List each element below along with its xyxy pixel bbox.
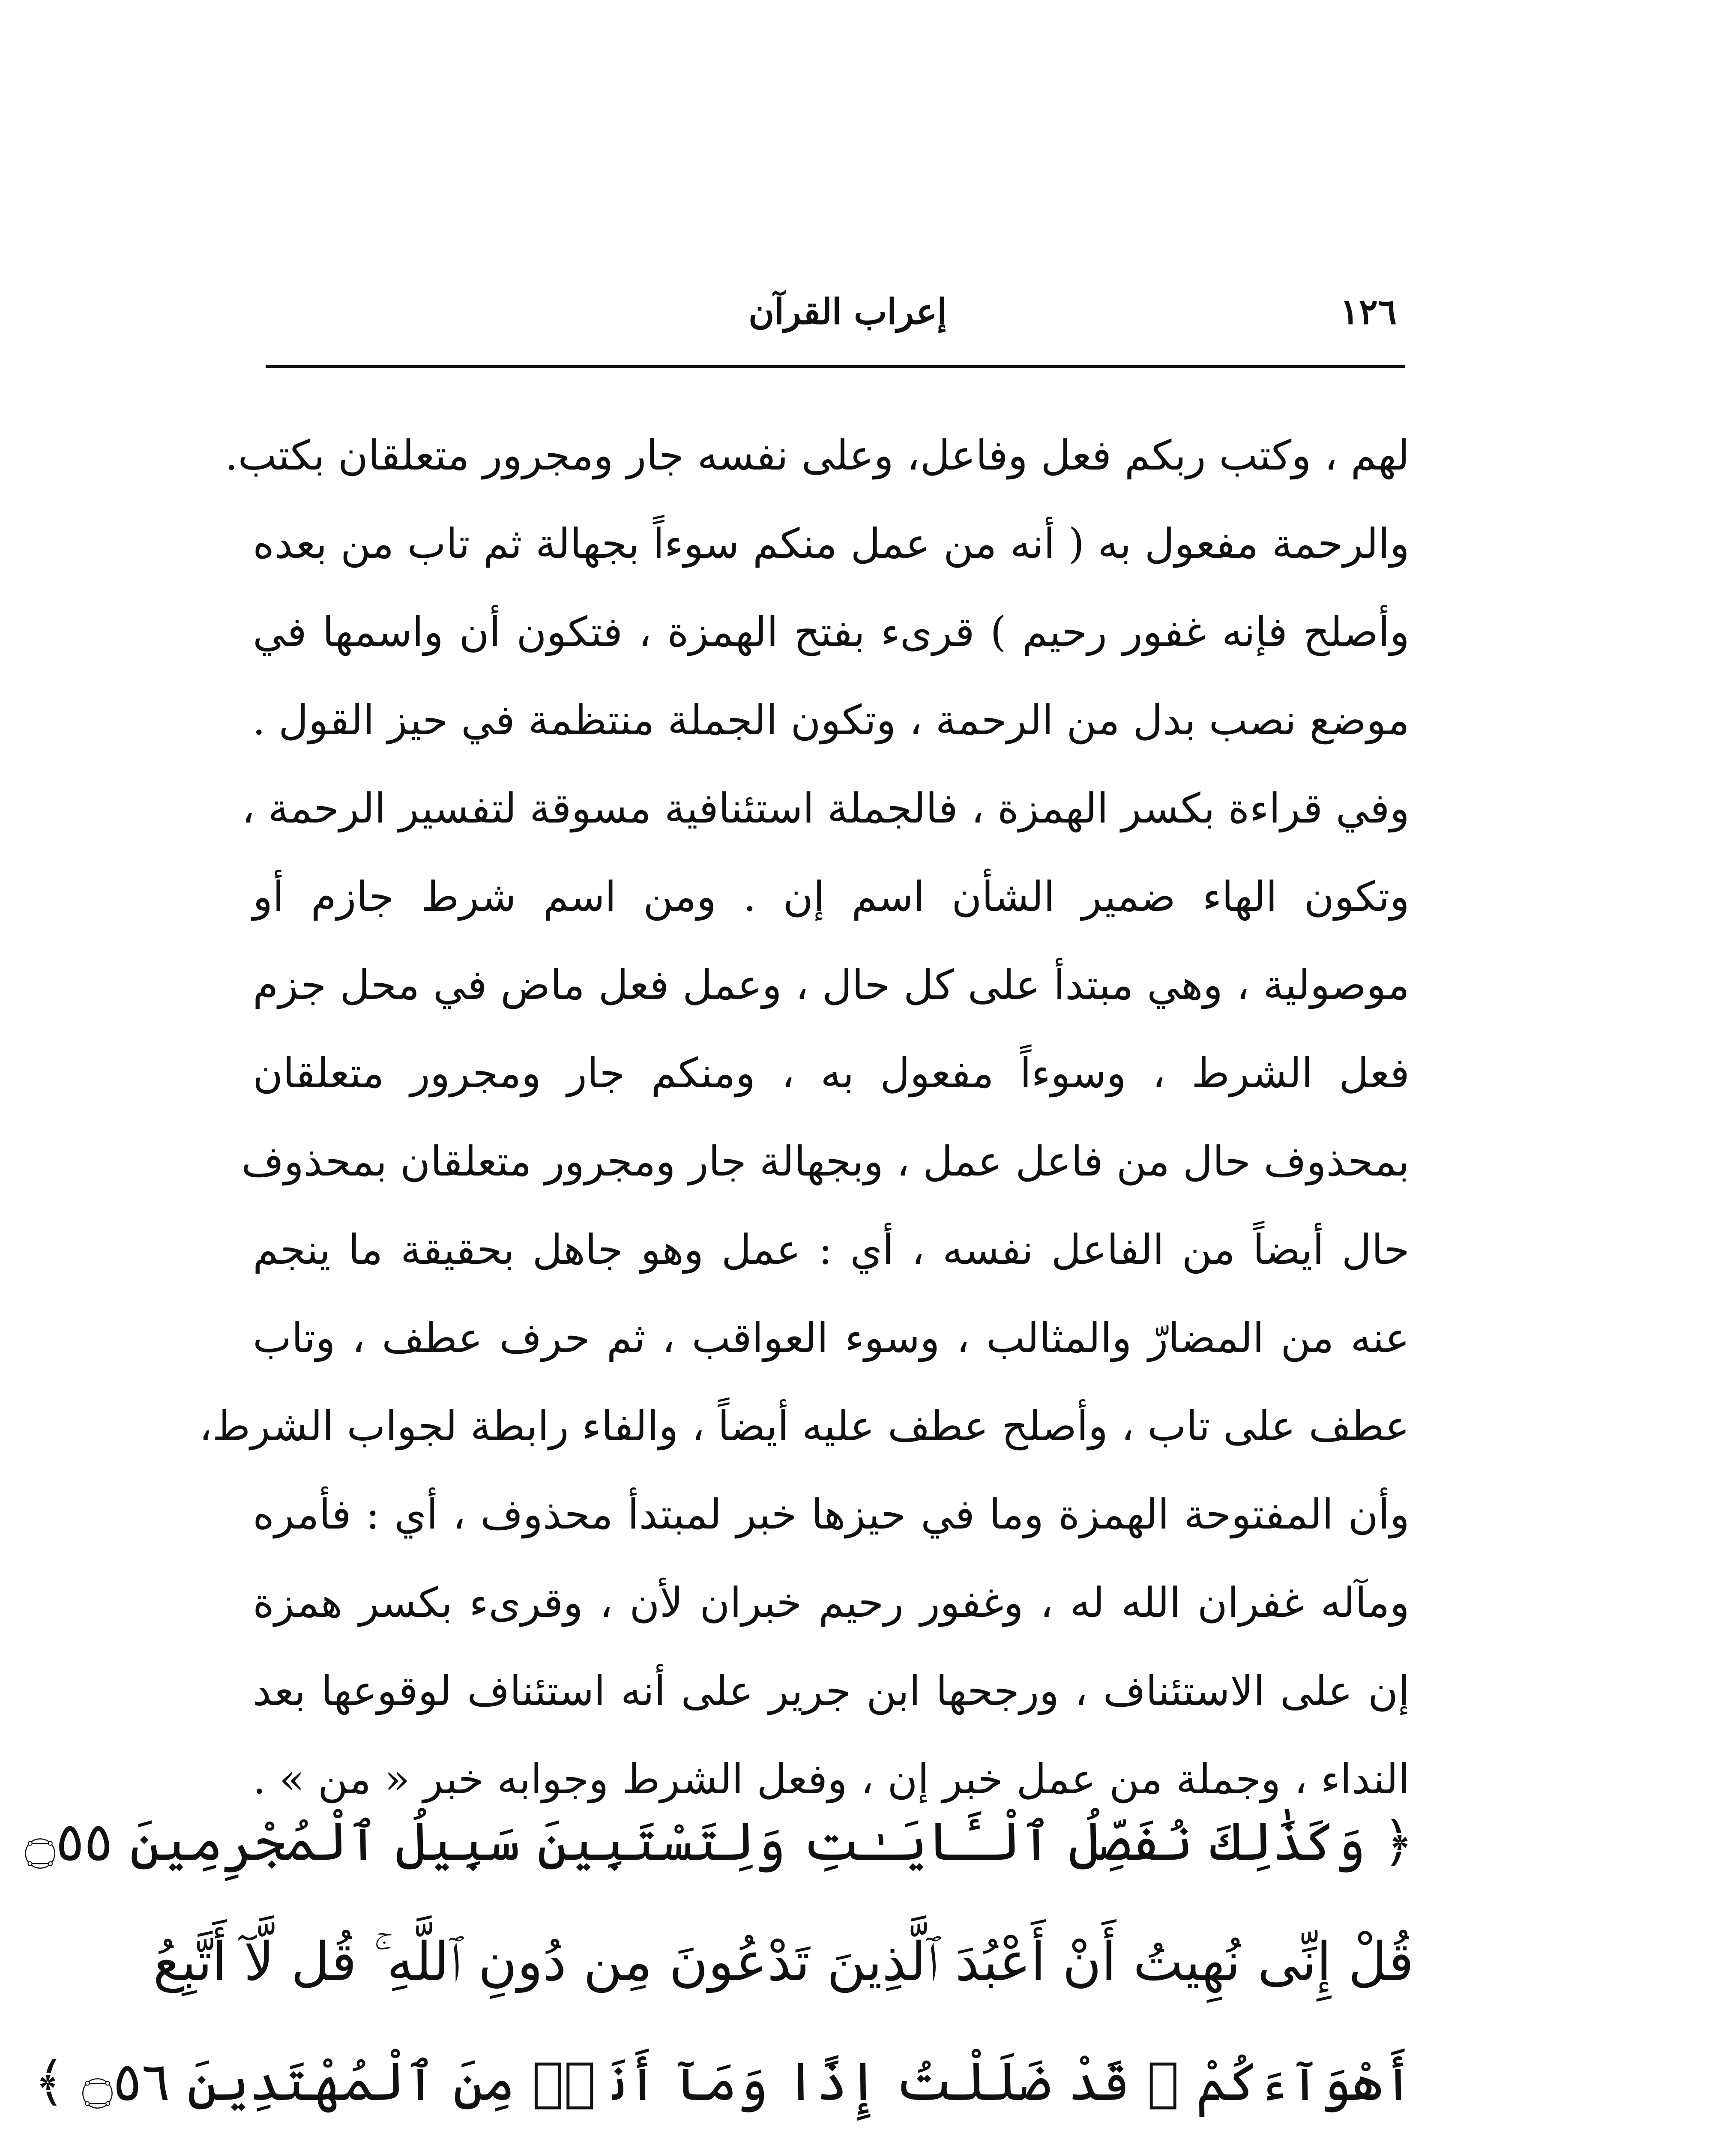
text-line: موصولية ، وهي مبتدأ على كل حال ، وعمل فعل ماض في محل جزم [253, 961, 1410, 1009]
text-line: وأن المفتوحة الهمزة وما في حيزها خبر لمبتدأ محذوف ، أي : فأمره [253, 1490, 1410, 1538]
text-line: وتكون الهاء ضمير الشأن اسم إن . ومن اسم شرط جازم أو [253, 873, 1410, 921]
verse-line: قُلْ إِنِّى نُهِيتُ أَنْ أَعْبُدَ ٱلَّذِينَ تَدْعُونَ مِن دُونِ ٱللَّهِ ۚ قُل لَّآ أَتَّبِعُ [153, 1931, 1414, 1993]
verse-line: ﴿ وَكَذَٰلِكَ نُفَصِّلُ ٱلْـَٔايَـٰتِ وَلِتَسْتَبِينَ سَبِيلُ ٱلْمُجْرِمِينَ ۝٥٥ [24, 1811, 1414, 1873]
text-line: النداء ، وجملة من عمل خبر إن ، وفعل الشرط وجوابه خبر « من » . [253, 1755, 1410, 1803]
text-line: وفي قراءة بكسر الهمزة ، فالجملة استئنافية مسوقة لتفسير الرحمة ، [242, 784, 1410, 832]
text-line: حال أيضاً من الفاعل نفسه ، أي : عمل وهو جاهل بحقيقة ما ينجم [253, 1226, 1410, 1274]
text-line: موضع نصب بدل من الرحمة ، وتكون الجملة منتظمة في حيز القول . [252, 696, 1410, 744]
text-line: لهم ، وكتب ربكم فعل وفاعل، وعلى نفسه جار ومجرور متعلقان بكتب. [224, 431, 1410, 479]
text-line: فعل الشرط ، وسوءاً مفعول به ، ومنكم جار ومجرور متعلقان [253, 1049, 1410, 1097]
text-line: والرحمة مفعول به ( أنه من عمل منكم سوءاً بجهالة ثم تاب من بعده [253, 520, 1410, 568]
book-title: إعراب القرآن [748, 291, 947, 332]
page-number: ١٢٦ [1340, 291, 1397, 332]
commentary-text [199, 411, 1410, 1823]
text-line: عطف على تاب ، وأصلح عطف عليه أيضاً ، والفاء رابطة لجواب الشرط، [199, 1402, 1410, 1450]
text-line: ومآله غفران الله له ، وغفور رحيم خبران لأن ، وقرىء بكسر همزة [253, 1579, 1410, 1627]
text-line: عنه من المضارّ والمثالب ، وسوء العواقب ، ثم حرف عطف ، وتاب [253, 1314, 1410, 1362]
verse-line: أَهْوَآءَكُمْ ۙ قَدْ ضَلَلْتُ إِذًا وَمَآ أَنَا۠ مِنَ ٱلْمُهْتَدِينَ ۝٥٦ ﴾ [34, 2051, 1414, 2113]
header-divider [266, 365, 1405, 368]
text-line: وأصلح فإنه غفور رحيم ) قرىء بفتح الهمزة ، فتكون أن واسمها في [253, 608, 1410, 656]
text-line: إن على الاستئناف ، ورجحها ابن جرير على أنه استئناف لوقوعها بعد [253, 1667, 1410, 1715]
running-header [266, 283, 1405, 343]
quran-verse [24, 1782, 1414, 2142]
text-line: بمحذوف حال من فاعل عمل ، وبجهالة جار ومجرور متعلقان بمحذوف [241, 1137, 1410, 1185]
